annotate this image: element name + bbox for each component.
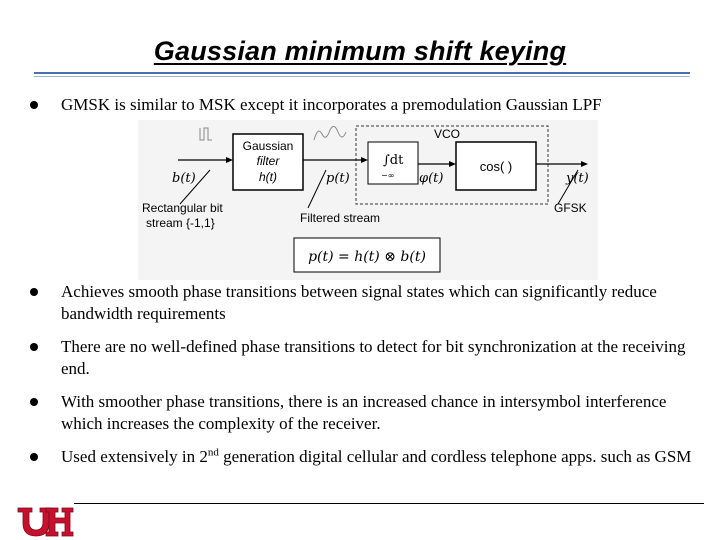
p-label: p(t) bbox=[326, 171, 350, 186]
b-label: b(t) bbox=[172, 171, 196, 186]
bullet-text-sup: nd bbox=[207, 446, 219, 459]
bullet-dot bbox=[30, 453, 38, 461]
bullet-text-pre: Used extensively in 2 bbox=[61, 447, 208, 466]
bullet-text: Achieves smooth phase transitions between signal states which can significantly reduce bandwidth requirements bbox=[61, 282, 657, 323]
title-divider bbox=[34, 72, 690, 74]
slide-title-text: Gaussian minimum shift keying bbox=[153, 36, 567, 66]
y-label: y(t) bbox=[566, 171, 589, 186]
phi-label: φ(t) bbox=[419, 171, 444, 186]
bullet-dot bbox=[30, 343, 38, 351]
bullet-text-post: generation digital cellular and cordless telephone apps. such as GSM bbox=[218, 447, 692, 466]
filtered-label: Filtered stream bbox=[300, 211, 381, 225]
gfsk-label: GFSK bbox=[554, 201, 587, 215]
title-divider-thin bbox=[34, 76, 690, 77]
bullet-dot bbox=[30, 288, 38, 296]
equation-text: p(t) = h(t) ⊗ b(t) bbox=[308, 249, 426, 265]
vco-label: VCO bbox=[434, 127, 461, 141]
bullet-dot bbox=[30, 101, 38, 109]
filter-label-1: Gaussian bbox=[242, 139, 294, 153]
university-logo bbox=[16, 505, 74, 539]
bullet-text: GMSK is similar to MSK except it incorporates a premodulation Gaussian LPF bbox=[61, 95, 602, 114]
bullet-text: With smoother phase transitions, there is an increased chance in intersymbol interference which increases the complexity of the receiver. bbox=[61, 392, 667, 433]
filter-label-2: filter bbox=[256, 154, 280, 168]
gmsk-block-diagram bbox=[138, 120, 598, 280]
rect-label-2: stream {-1,1} bbox=[146, 216, 215, 230]
footer-divider bbox=[74, 503, 704, 504]
integrator-lower: −∞ bbox=[381, 171, 395, 180]
cos-label: cos( ) bbox=[479, 159, 513, 174]
integrator-label: ∫dt bbox=[383, 153, 404, 168]
rect-label-1: Rectangular bit bbox=[142, 201, 223, 215]
bullet-text: There are no well-defined phase transitions to detect for bit synchronization at the receiving end. bbox=[61, 337, 686, 378]
bullet-text bbox=[61, 446, 696, 468]
slide-title bbox=[0, 36, 720, 67]
bullet-dot bbox=[30, 398, 38, 406]
filter-label-3: h(t) bbox=[259, 170, 277, 184]
